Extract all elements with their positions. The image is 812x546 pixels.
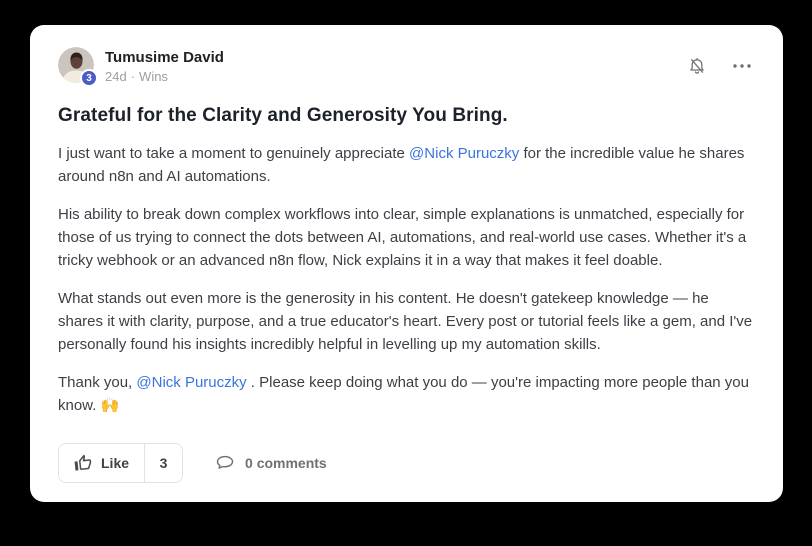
- post-card: [30, 25, 783, 502]
- like-count[interactable]: 3: [144, 444, 182, 482]
- paragraph-text: Thank you,: [58, 374, 137, 391]
- comments-count-label: 0 comments: [245, 455, 327, 471]
- avatar[interactable]: [58, 47, 94, 83]
- post-title: Grateful for the Clarity and Generosity You Bring.: [58, 105, 508, 126]
- level-badge: 3: [80, 69, 98, 87]
- post-time: 24d: [105, 69, 127, 84]
- post-footer: [58, 443, 755, 483]
- author-name[interactable]: Tumusime David: [105, 49, 224, 66]
- comments-button[interactable]: [215, 453, 327, 473]
- post-header: [58, 47, 755, 84]
- post-paragraph-1: [58, 142, 755, 188]
- more-options-button[interactable]: [731, 56, 753, 76]
- paragraph-text: I just want to take a moment to genuinely appreciate: [58, 145, 410, 162]
- meta-separator: ·: [130, 69, 136, 84]
- post-paragraph-4: [58, 371, 755, 417]
- header-actions: [687, 47, 755, 77]
- comment-bubble-icon: [215, 453, 235, 473]
- post-category-link[interactable]: Wins: [139, 69, 168, 84]
- author-block: [105, 47, 224, 84]
- mention-link-nick-puruczky[interactable]: @Nick Puruczky: [409, 145, 520, 162]
- paragraph-text: . Please keep doing what you do — you're impacting more people than you know. 🙌: [58, 374, 749, 414]
- like-button-group: [58, 443, 183, 483]
- post-meta: [105, 69, 224, 84]
- thumb-up-icon: [73, 453, 93, 473]
- like-button[interactable]: [59, 444, 144, 482]
- notifications-muted-icon[interactable]: [687, 55, 707, 77]
- mention-link-nick-puruczky[interactable]: @Nick Puruczky: [136, 374, 247, 391]
- like-label: Like: [101, 455, 130, 471]
- paragraph-text: for the incredible value he shares around n8n and AI automations.: [58, 145, 745, 185]
- post-paragraph-2: His ability to break down complex workflows into clear, simple explanations is unmatched, especially for those of us trying to connect the dots between AI, automations, and real-world use cases. Whether it's a tricky webhook or an advanced n8n flow, Nick explains it in a way that makes it feel doable.: [58, 206, 747, 269]
- post-paragraph-3: What stands out even more is the generosity in his content. He doesn't gatekeep knowledge — he shares it with clarity, purpose, and a true educator's heart. Every post or tutorial feels like a gem, and I've personally found his insights incredibly helpful in levelling up my automation skills.: [58, 290, 753, 353]
